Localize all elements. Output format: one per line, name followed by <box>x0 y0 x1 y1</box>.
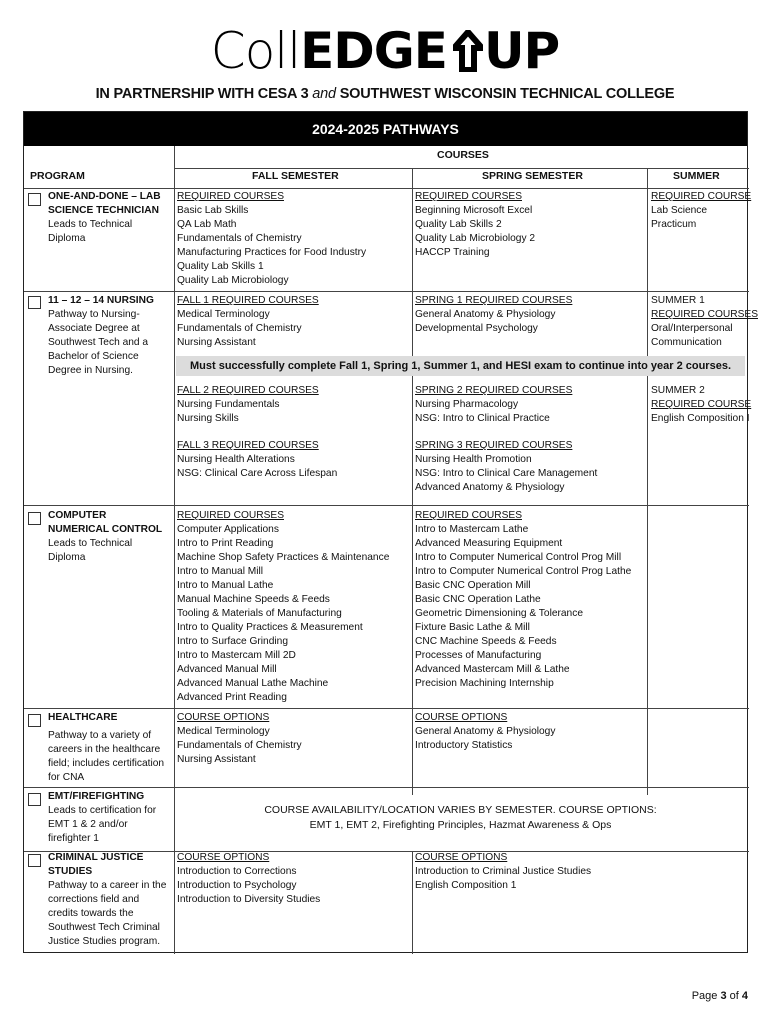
course-item: Introduction to Diversity Studies <box>177 894 321 905</box>
course-item: Intro to Surface Grinding <box>177 636 288 647</box>
criminal-justice-checkbox[interactable] <box>28 854 41 867</box>
partnership-and: and <box>312 86 336 102</box>
emt-checkbox[interactable] <box>28 793 41 806</box>
program-title: COMPUTER NUMERICAL CONTROL <box>48 510 163 535</box>
course-item: Tooling & Materials of Manufacturing <box>177 608 342 619</box>
course-item: Nursing Assistant <box>177 337 256 348</box>
course-heading: REQUIRED COURSES <box>177 510 284 521</box>
course-item: Oral/Interpersonal <box>651 323 733 334</box>
healthcare-checkbox[interactable] <box>28 714 41 727</box>
course-item: Quality Lab Skills 2 <box>415 219 502 230</box>
program-header: PROGRAM <box>30 170 85 182</box>
lab-spring-courses <box>415 190 535 260</box>
course-item: Geometric Dimensioning & Tolerance <box>415 608 583 619</box>
course-item: Intro to Manual Lathe <box>177 580 274 591</box>
course-heading: SPRING 2 REQUIRED COURSES <box>415 385 573 396</box>
nursing-spring1-courses <box>415 294 572 336</box>
summer-label: SUMMER 1 <box>651 295 705 306</box>
course-item: Communication <box>651 337 722 348</box>
course-heading: FALL 3 REQUIRED COURSES <box>177 440 319 451</box>
partnership-post: SOUTHWEST WISCONSIN TECHNICAL COLLEGE <box>335 86 675 102</box>
course-heading: COURSE OPTIONS <box>177 712 270 723</box>
emt-availability-note: COURSE AVAILABILITY/LOCATION VARIES BY SEMESTER. COURSE OPTIONS: <box>264 804 657 816</box>
course-item: General Anatomy & Physiology <box>415 726 556 737</box>
course-item: Fundamentals of Chemistry <box>177 740 302 751</box>
program-description: Leads to Technical Diploma <box>48 219 133 244</box>
course-item: Introduction to Criminal Justice Studies <box>415 866 592 877</box>
course-item: Fundamentals of Chemistry <box>177 323 302 334</box>
course-item: Advanced Print Reading <box>177 692 287 703</box>
cnc-spring-courses <box>415 509 631 691</box>
course-item: Developmental Psychology <box>415 323 538 334</box>
course-item: English Composition I <box>651 413 750 424</box>
course-item: Nursing Health Promotion <box>415 454 532 465</box>
program-title: ONE-AND-DONE – LAB SCIENCE TECHNICIAN <box>48 191 161 216</box>
course-item: Manufacturing Practices for Food Industry <box>177 247 367 258</box>
program-description: Pathway to a variety of careers in the healthcare field; includes certification for CNA <box>48 730 165 783</box>
nursing-requirement-note: Must successfully complete Fall 1, Spring 1, Summer 1, and HESI exam to continue into year 2 courses. <box>176 356 745 376</box>
course-item: CNC Machine Speeds & Feeds <box>415 636 557 647</box>
course-item: Medical Terminology <box>177 309 270 320</box>
nursing-fall1-courses <box>177 294 319 350</box>
course-item: Basic Lab Skills <box>177 205 249 216</box>
cnc-checkbox[interactable] <box>28 512 41 525</box>
course-item: Fixture Basic Lathe & Mill <box>415 622 530 633</box>
course-item: Advanced Manual Mill <box>177 664 277 675</box>
college-logo <box>0 22 770 82</box>
course-item: Quality Lab Skills 1 <box>177 261 264 272</box>
program-description: Leads to Technical Diploma <box>48 538 133 563</box>
course-item: Nursing Health Alterations <box>177 454 295 465</box>
course-heading: REQUIRED COURSE <box>651 399 752 410</box>
course-heading: REQUIRED COURSES <box>177 191 284 202</box>
course-heading: REQUIRED COURSE <box>651 191 752 202</box>
lab-science-checkbox[interactable] <box>28 193 41 206</box>
course-heading: FALL 1 REQUIRED COURSES <box>177 295 319 306</box>
page-number <box>692 990 748 1002</box>
course-item: Quality Lab Microbiology 2 <box>415 233 536 244</box>
cj-spring-courses <box>415 851 591 893</box>
program-description: Pathway to Nursing-Associate Degree at Southwest Tech and a Bachelor of Science Degree in Nursing. <box>48 309 149 376</box>
page-current: 3 <box>720 990 727 1002</box>
nursing-fall2-courses <box>177 384 319 426</box>
page-of: of <box>726 990 742 1002</box>
course-heading: REQUIRED COURSES <box>415 510 522 521</box>
course-item: Nursing Fundamentals <box>177 399 280 410</box>
logo-text-coll: Coll <box>210 22 301 80</box>
program-title: CRIMINAL JUSTICE STUDIES <box>48 852 144 877</box>
nursing-summer2-courses <box>651 384 751 426</box>
course-heading: FALL 2 REQUIRED COURSES <box>177 385 319 396</box>
partnership-line <box>0 86 770 102</box>
course-heading: REQUIRED COURSES <box>415 191 522 202</box>
course-item: NSG: Clinical Care Across Lifespan <box>177 468 338 479</box>
course-item: Advanced Mastercam Mill & Lathe <box>415 664 570 675</box>
course-item: NSG: Intro to Clinical Practice <box>415 413 550 424</box>
fall-semester-header: FALL SEMESTER <box>252 170 339 182</box>
spring-semester-header: SPRING SEMESTER <box>482 170 583 182</box>
course-item: Intro to Manual Mill <box>177 566 264 577</box>
courses-header: COURSES <box>437 149 489 161</box>
course-item: HACCP Training <box>415 247 490 258</box>
program-title: EMT/FIREFIGHTING <box>48 791 145 802</box>
course-item: Intro to Mastercam Mill 2D <box>177 650 296 661</box>
course-item: QA Lab Math <box>177 219 237 230</box>
partnership-pre: IN PARTNERSHIP WITH CESA 3 <box>95 86 313 102</box>
course-item: NSG: Intro to Clinical Care Management <box>415 468 598 479</box>
emt-course-options <box>176 803 745 833</box>
course-heading: SPRING 1 REQUIRED COURSES <box>415 295 573 306</box>
course-item: Advanced Anatomy & Physiology <box>415 482 565 493</box>
course-item: Advanced Manual Lathe Machine <box>177 678 329 689</box>
course-item: Beginning Microsoft Excel <box>415 205 533 216</box>
summer-label: SUMMER 2 <box>651 385 705 396</box>
course-item: Intro to Mastercam Lathe <box>415 524 529 535</box>
course-heading: COURSE OPTIONS <box>415 852 508 863</box>
course-item: Advanced Measuring Equipment <box>415 538 563 549</box>
cnc-fall-courses <box>177 509 389 705</box>
course-item: Introduction to Psychology <box>177 880 297 891</box>
course-item: Practicum <box>651 219 697 230</box>
course-item: Medical Terminology <box>177 726 270 737</box>
program-lab-science <box>48 190 170 246</box>
nursing-spring2-courses <box>415 384 572 426</box>
program-title: 11 – 12 – 14 NURSING <box>48 295 154 306</box>
course-heading: COURSE OPTIONS <box>177 852 270 863</box>
course-item: Introduction to Corrections <box>177 866 297 877</box>
course-item: English Composition 1 <box>415 880 517 891</box>
course-item: Introductory Statistics <box>415 740 513 751</box>
program-title: HEALTHCARE <box>48 712 118 723</box>
course-item: Basic CNC Operation Lathe <box>415 594 541 605</box>
course-item: Nursing Skills <box>177 413 239 424</box>
course-heading: REQUIRED COURSES <box>651 309 758 320</box>
course-item: Intro to Computer Numerical Control Prog Mill <box>415 552 622 563</box>
emt-course-list: EMT 1, EMT 2, Firefighting Principles, Hazmat Awareness & Ops <box>309 819 612 831</box>
program-description: Leads to certification for EMT 1 & 2 and/or firefighter 1 <box>48 805 157 844</box>
course-item: Lab Science <box>651 205 708 216</box>
course-item: Intro to Computer Numerical Control Prog Lathe <box>415 566 632 577</box>
logo-text-up: UP <box>483 22 560 80</box>
course-item: Precision Machining Internship <box>415 678 554 689</box>
lab-fall-courses <box>177 190 366 288</box>
logo-text-edge: EDGE <box>300 22 447 80</box>
course-item: Processes of Manufacturing <box>415 650 542 661</box>
up-arrow-icon <box>453 30 483 72</box>
course-heading: COURSE OPTIONS <box>415 712 508 723</box>
course-item: Nursing Assistant <box>177 754 256 765</box>
course-item: Intro to Print Reading <box>177 538 274 549</box>
program-nursing <box>48 294 158 378</box>
program-criminal-justice <box>48 851 168 949</box>
course-item: Basic CNC Operation Mill <box>415 580 531 591</box>
program-emt <box>48 790 158 846</box>
nursing-spring3-courses <box>415 439 597 495</box>
cj-fall-courses <box>177 851 320 907</box>
course-item: Computer Applications <box>177 524 279 535</box>
course-item: General Anatomy & Physiology <box>415 309 556 320</box>
summer-header: SUMMER <box>673 170 720 182</box>
course-item: Intro to Quality Practices & Measurement <box>177 622 363 633</box>
program-cnc <box>48 509 170 565</box>
course-heading: SPRING 3 REQUIRED COURSES <box>415 440 573 451</box>
course-item: Fundamentals of Chemistry <box>177 233 302 244</box>
course-item: Nursing Pharmacology <box>415 399 519 410</box>
program-healthcare <box>48 711 168 785</box>
healthcare-spring-courses <box>415 711 555 753</box>
course-item: Quality Lab Microbiology <box>177 275 289 286</box>
nursing-checkbox[interactable] <box>28 296 41 309</box>
program-description: Pathway to a career in the corrections field and credits towards the Southwest Tech Criminal Justice Studies program. <box>48 880 167 947</box>
page-total: 4 <box>741 990 748 1002</box>
course-item: Machine Shop Safety Practices & Maintenance <box>177 552 390 563</box>
healthcare-fall-courses <box>177 711 302 767</box>
lab-summer-courses <box>651 190 751 232</box>
table-title: 2024-2025 PATHWAYS <box>24 112 747 146</box>
nursing-fall3-courses <box>177 439 337 481</box>
nursing-summer1-courses <box>651 294 758 350</box>
page-label: Page <box>691 990 721 1002</box>
course-item: Manual Machine Speeds & Feeds <box>177 594 330 605</box>
